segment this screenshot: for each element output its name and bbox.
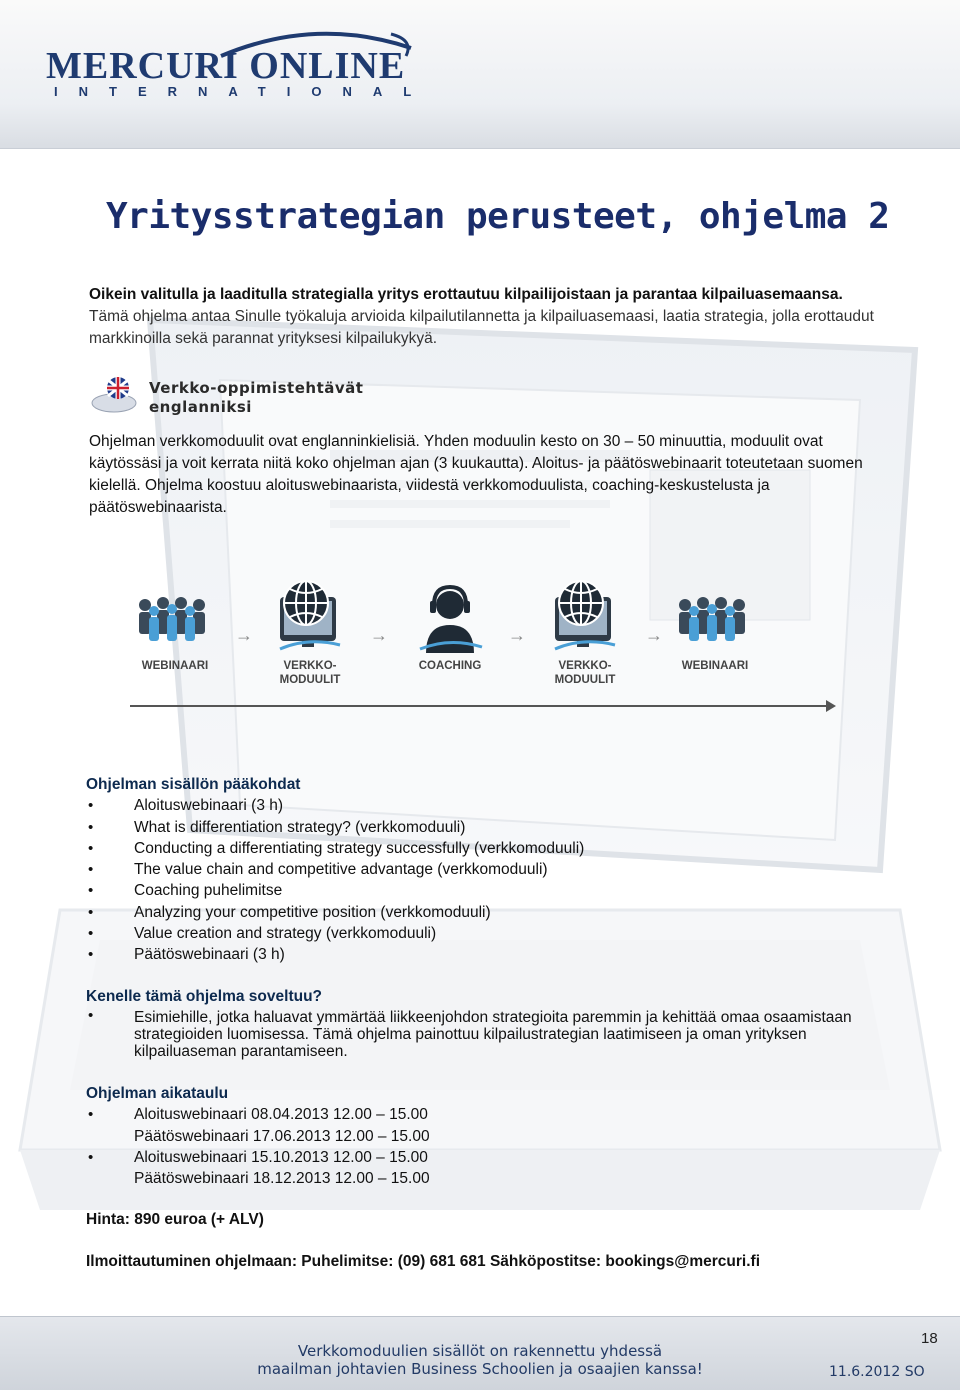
flow-arrow-icon: →: [508, 625, 526, 645]
mercuri-logo[interactable]: [46, 26, 433, 106]
list-item: • Aloituswebinaari (3 h): [86, 795, 886, 816]
intro-lead: Oikein valitulla ja laaditulla strategialla yritys erottautuu kilpailijoistaan ja parantaa kilpailuasemaansa.: [89, 286, 843, 303]
content-section: [86, 774, 886, 966]
logo-main-text: MERCURI ONLINE: [46, 45, 406, 87]
list-item: • Esimiehille, jotka haluavat ymmärtää liikkeenjohdon strategioita paremmin ja kehittää omaa osaamistaan strategioiden luomisessa. Tämä ohjelma painottuu kilpailustrategian laatimiseen ja oman yrityksen kilpailuaseman parantamiseen.: [86, 1007, 886, 1060]
price-text: Hinta: 890 euroa (+ ALV): [86, 1211, 264, 1228]
flow-step-label: VERKKO- MODUULIT: [554, 660, 616, 686]
flow-step-label: WEBINAARI: [141, 660, 209, 672]
people-group-icon: [655, 575, 775, 655]
page-title: Yritysstrategian perusteet, ohjelma 2: [106, 196, 890, 237]
list-item: • Conducting a differentiating strategy successfully (verkkomoduuli): [86, 838, 886, 859]
schedule-row: Päätöswebinaari 17.06.2013 12.00 – 15.00: [134, 1127, 430, 1145]
timeline-line: [130, 705, 830, 707]
audience-list: [86, 1007, 886, 1060]
flow-step-coaching: [390, 575, 510, 695]
flow-step-label: VERKKO- MODUULIT: [279, 660, 341, 686]
intro-paragraph: [89, 284, 889, 350]
schedule-list: [86, 1104, 886, 1189]
header-band: [0, 0, 960, 149]
list-item: • The value chain and competitive advantage (verkkomoduuli): [86, 859, 886, 880]
schedule-row: • Aloituswebinaari 08.04.2013 12.00 – 15.00: [86, 1104, 886, 1125]
schedule-row: Päätöswebinaari 18.12.2013 12.00 – 15.00: [134, 1170, 430, 1188]
footer-line-2: maailman johtavien Business Schoolien ja osaajien kanssa!: [257, 1360, 703, 1378]
page-number: 18: [921, 1330, 938, 1347]
list-item: • What is differentiation strategy? (verkkomoduuli): [86, 817, 886, 838]
flow-step-label: WEBINAARI: [681, 660, 749, 672]
list-item: • Coaching puhelimitse: [86, 880, 886, 901]
audience-heading: Kenelle tämä ohjelma soveltuu?: [86, 988, 323, 1005]
document-date: 11.6.2012 SO: [829, 1364, 925, 1380]
globe-monitor-icon: [250, 575, 370, 655]
content-list: [86, 795, 886, 965]
schedule-section: [86, 1083, 886, 1189]
timeline-arrow-icon: [826, 700, 836, 712]
schedule-row: • Aloituswebinaari 15.10.2013 12.00 – 15.00: [86, 1147, 886, 1168]
flow-step-webinar-end: [655, 575, 775, 695]
english-modules-badge: [91, 373, 391, 419]
flow-step-webinar-start: [115, 575, 235, 695]
schedule-heading: Ohjelman aikataulu: [86, 1085, 229, 1102]
list-item: • Value creation and strategy (verkkomoduuli): [86, 923, 886, 944]
badge-line-2: englanniksi: [149, 398, 252, 416]
intro-text: Tämä ohjelma antaa Sinulle työkaluja arvioida kilpailutilannetta ja kilpailuasemaasi, laatia strategia, jolla erottaudut markkinoilla sekä parannat yrityksesi kilpailukykyä.: [89, 308, 874, 347]
footer-line-1: Verkkomoduulien sisällöt on rakennettu yhdessä: [297, 1342, 663, 1360]
list-item: • Päätöswebinaari (3 h): [86, 944, 886, 965]
audience-section: [86, 986, 886, 1060]
logo-sub-text: INTERNATIONAL: [54, 84, 433, 99]
uk-flag-globe-icon: [91, 375, 137, 415]
flow-step-label: COACHING: [418, 660, 482, 672]
content-heading: Ohjelman sisällön pääkohdat: [86, 776, 301, 793]
flow-step-modules-1: [250, 575, 370, 695]
signup-info[interactable]: Ilmoittautuminen ohjelmaan: Puhelimitse: (09) 681 681 Sähköpostitse: bookings@mercuri.fi: [86, 1253, 761, 1270]
globe-monitor-icon: [525, 575, 645, 655]
program-description: Ohjelman verkkomoduulit ovat englanninkielisiä. Yhden moduulin kesto on 30 – 50 minuuttia, moduulit ovat käytössäsi ja voit kerrata niitä koko ohjelman ajan (3 kuukautta). Aloitus- ja päätöswebinaarit toteutetaan suomen kielellä. Ohjelma koostuu aloituswebinaarista, viidestä verkkomoduulista, coaching-keskustelusta ja päätöswebinaarista.: [89, 433, 863, 516]
flow-arrow-icon: →: [235, 625, 253, 645]
headset-person-icon: [390, 575, 510, 655]
flow-arrow-icon: →: [645, 625, 663, 645]
people-group-icon: [115, 575, 235, 655]
flow-arrow-icon: →: [370, 625, 388, 645]
list-item: • Analyzing your competitive position (verkkomoduuli): [86, 902, 886, 923]
program-flow-diagram: [100, 575, 860, 715]
flow-step-modules-2: [525, 575, 645, 695]
badge-line-1: Verkko-oppimistehtävät: [149, 379, 364, 397]
